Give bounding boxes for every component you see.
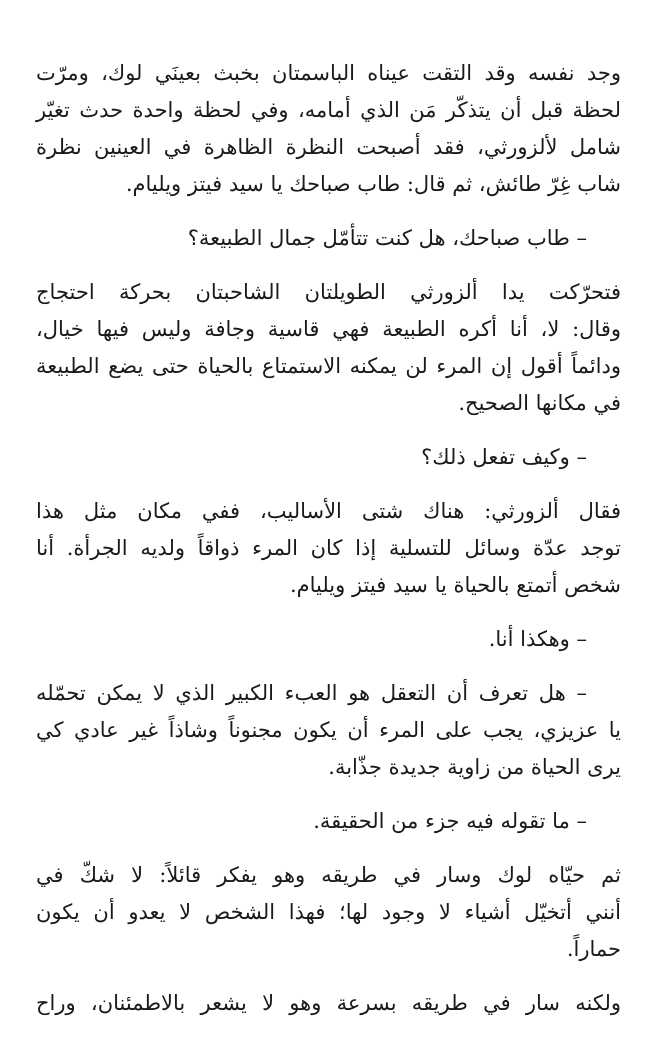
- paragraph-3: [36, 493, 621, 604]
- paragraph-1: [36, 55, 621, 203]
- paragraph-5: [36, 857, 621, 968]
- text-line: حماراً.: [566, 937, 621, 961]
- text-line: يا عزيزي، يجب على المرء أن يكون مجنوناً وشاذاً غير عادي كي: [36, 718, 621, 742]
- text-line: لحظة قبل أن يتذكّر مَن الذي أمامه، وفي لحظة واحدة حدث تغيّر: [36, 98, 621, 122]
- text-line: ثم حيّاه لوك وسار في طريقه وهو يفكر قائلاً: لا شكّ في: [36, 863, 621, 887]
- text-line: وقال: لا، أنا أكره الطبيعة فهي قاسية وجافة وليس فيها خيال،: [36, 317, 621, 341]
- text-line: – ما تقوله فيه جزء من الحقيقة.: [313, 809, 587, 833]
- text-line: في مكانها الصحيح.: [458, 391, 621, 415]
- paragraph-6: [36, 985, 621, 1022]
- dialogue-line-1: [36, 220, 621, 257]
- text-line: فتحرّكت يدا ألزورثي الطويلتان الشاحبتان بحركة احتجاج: [36, 280, 621, 304]
- paragraph-4: [36, 675, 621, 786]
- text-line: شخص أتمتع بالحياة يا سيد فيتز ويليام.: [289, 573, 621, 597]
- dialogue-line-4: [36, 803, 621, 840]
- dialogue-line-2: [36, 439, 621, 476]
- text-line: – طاب صباحك، هل كنت تتأمّل جمال الطبيعة؟: [187, 226, 587, 250]
- dialogue-line-3: [36, 621, 621, 658]
- text-line: شامل لألزورثي، فقد أصبحت النظرة الظاهرة في العينين نظرة: [36, 135, 621, 159]
- text-line: ودائماً أقول إن المرء لن يمكنه الاستمتاع بالحياة حتى يضع الطبيعة: [36, 354, 621, 378]
- text-line: – وكيف تفعل ذلك؟: [421, 445, 587, 469]
- paragraph-2: [36, 274, 621, 422]
- text-line: ولكنه سار في طريقه بسرعة وهو لا يشعر بالاطمئنان، وراح: [36, 991, 621, 1015]
- text-line: توجد عدّة وسائل للتسلية إذا كان المرء ذواقاً ولديه الجرأة. أنا: [36, 536, 621, 560]
- text-line: أنني أتخيّل أشياء لا وجود لها؛ فهذا الشخص لا يعدو أن يكون: [36, 900, 621, 924]
- text-line: – هل تعرف أن التعقل هو العبء الكبير الذي لا يمكن تحمّله: [36, 681, 587, 705]
- text-line: شاب غِرّ طائش، ثم قال: طاب صباحك يا سيد فيتز ويليام.: [125, 172, 621, 196]
- book-page: [36, 55, 621, 1039]
- text-line: يرى الحياة من زاوية جديدة جذّابة.: [328, 755, 621, 779]
- text-line: وجد نفسه وقد التقت عيناه الباسمتان بخبث بعينَي لوك، ومرّت: [36, 61, 621, 85]
- text-line: – وهكذا أنا.: [488, 627, 587, 651]
- text-line: فقال ألزورثي: هناك شتى الأساليب، ففي مكان مثل هذا: [36, 499, 621, 523]
